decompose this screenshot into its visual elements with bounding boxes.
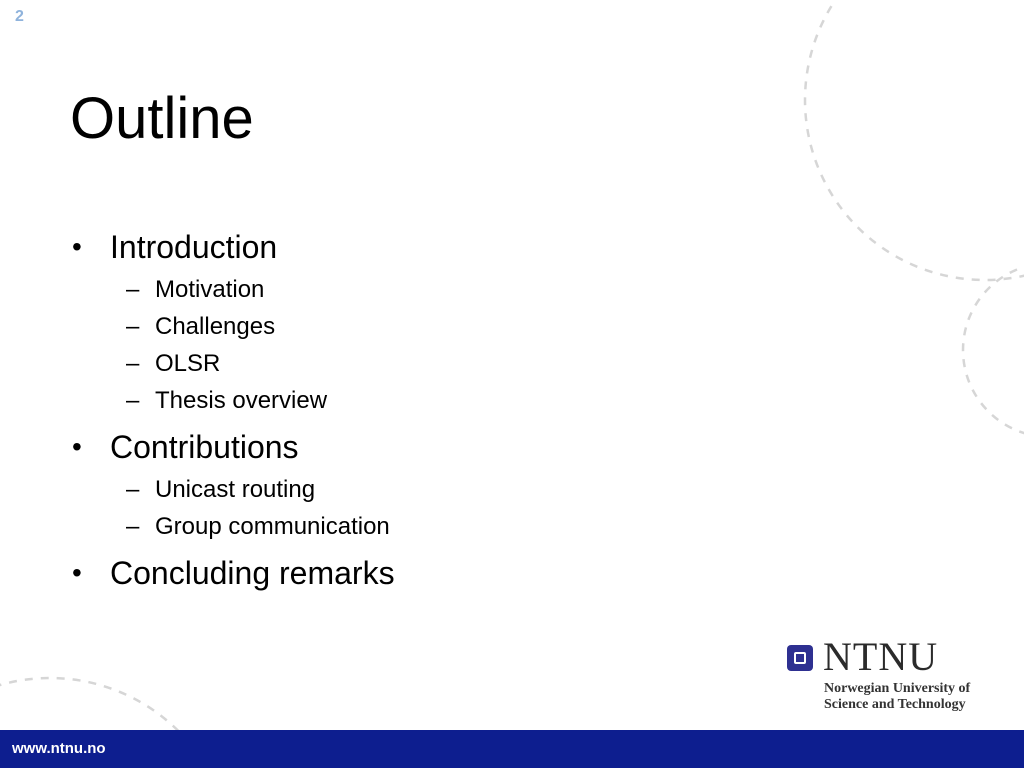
outline-subitem-label: Motivation xyxy=(155,276,265,303)
bullet-icon: • xyxy=(72,431,82,462)
outline-subitem-label: Unicast routing xyxy=(155,476,316,503)
logo-wordmark: NTNU xyxy=(823,634,939,679)
dash-icon: – xyxy=(126,476,140,503)
ntnu-logo-icon xyxy=(787,645,813,671)
outline-list xyxy=(70,229,395,597)
outline-subitem xyxy=(110,471,395,508)
outline-sublist xyxy=(110,271,395,419)
outline-subitem xyxy=(110,345,395,382)
dash-icon: – xyxy=(126,313,140,340)
outline-item-contributions xyxy=(70,429,395,545)
outline-item-label: Introduction xyxy=(110,229,278,265)
dash-icon: – xyxy=(126,387,140,414)
outline-subitem xyxy=(110,271,395,308)
outline-subitem xyxy=(110,382,395,419)
outline-subitem-label: Group communication xyxy=(155,513,390,540)
ntnu-logo xyxy=(787,634,1007,716)
logo-subtitle-line2: Science and Technology xyxy=(824,697,966,712)
dash-icon: – xyxy=(126,276,140,303)
large-dashed-circle xyxy=(805,0,1024,280)
bullet-icon: • xyxy=(72,231,82,262)
footer-url: www.ntnu.no xyxy=(12,740,106,757)
bullet-icon: • xyxy=(72,557,82,588)
outline-sublist xyxy=(110,471,395,545)
page-number: 2 xyxy=(15,8,24,25)
outline-item-label: Concluding remarks xyxy=(110,555,395,591)
outline-item-concluding-remarks xyxy=(70,555,395,591)
outline-subitem-label: OLSR xyxy=(155,350,221,377)
outline-item-label: Contributions xyxy=(110,429,299,465)
outline-subitem xyxy=(110,508,395,545)
small-dashed-circle xyxy=(963,263,1024,437)
slide-title: Outline xyxy=(70,86,254,151)
logo-subtitle-line1: Norwegian University of xyxy=(824,681,971,696)
outline-subitem-label: Challenges xyxy=(155,313,276,340)
outline-item-introduction xyxy=(70,229,395,419)
dash-icon: – xyxy=(126,350,140,377)
footer-bar xyxy=(0,730,1024,768)
outline-subitem-label: Thesis overview xyxy=(155,387,328,414)
dash-icon: – xyxy=(126,513,140,540)
outline-subitem xyxy=(110,308,395,345)
